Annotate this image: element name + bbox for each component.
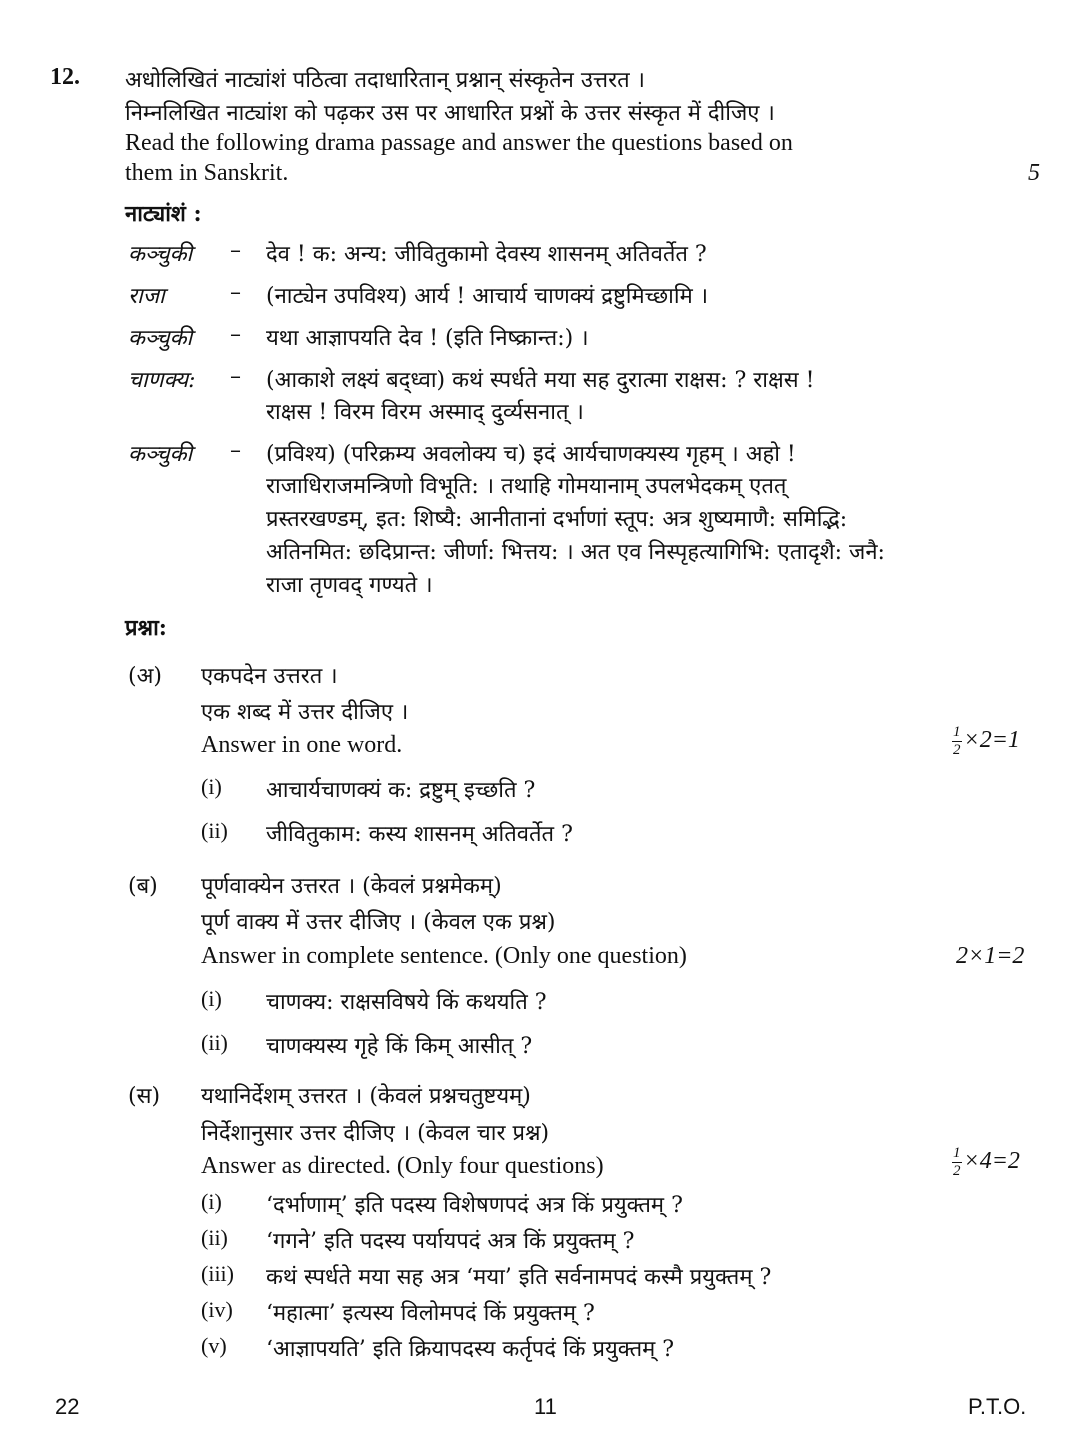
dash: – [230, 280, 241, 305]
question-item: ‘महात्मा’ इत्यस्य विलोमपदं किं प्रयुक्तम् ? [266, 1301, 595, 1326]
page-number: 11 [534, 1394, 557, 1419]
question-marks: 5 [1028, 160, 1040, 186]
part-label: (स) [128, 1084, 161, 1109]
question-number: 12. [50, 64, 80, 90]
part-instruction-hindi: पूर्ण वाक्य में उत्तर दीजिए । (केवल एक प्रश्न) [201, 910, 556, 935]
instruction-hindi: निम्नलिखित नाट्यांश को पढ़कर उस पर आधारित प्रश्नों के उत्तर संस्कृत में दीजिए । [125, 101, 775, 126]
part-marks: 2×1=2 [956, 943, 1025, 969]
part-instruction-hindi: एक शब्द में उत्तर दीजिए । [201, 700, 409, 725]
question-item: चाणक्य: राक्षसविषये किं कथयति ? [266, 990, 547, 1015]
part-instruction-english: Answer in one word. [201, 732, 403, 758]
speaker-kanchuki: कञ्चुकी [128, 242, 193, 267]
part-instruction-sanskrit: यथानिर्देशम् उत्तरत । (केवलं प्रश्नचतुष्टयम्) [201, 1084, 531, 1109]
question-item: ‘दर्भाणाम्’ इति पदस्य विशेषणपदं अत्र किं प्रयुक्तम् ? [266, 1193, 683, 1218]
item-number: (ii) [201, 1030, 228, 1055]
item-number: (i) [201, 774, 222, 799]
item-number: (v) [201, 1333, 227, 1358]
question-item: कथं स्पर्धते मया सह अत्र ‘मया’ इति सर्वनामपदं कस्मै प्रयुक्तम् ? [266, 1265, 772, 1290]
speaker-chanakya: चाणक्य: [128, 368, 196, 393]
dialogue-line: यथा आज्ञापयति देव ! (इति निष्क्रान्त:) । [266, 326, 589, 351]
dash: – [230, 238, 241, 263]
speaker-kanchuki: कञ्चुकी [128, 442, 193, 467]
instruction-english-line1: Read the following drama passage and answer the questions based on [125, 130, 793, 156]
speaker-kanchuki: कञ्चुकी [128, 326, 193, 351]
question-item: ‘आज्ञापयति’ इति क्रियापदस्य कर्तृपदं किं प्रयुक्तम् ? [266, 1337, 675, 1362]
question-item: चाणक्यस्य गृहे किं किम् आसीत् ? [266, 1034, 533, 1059]
dialogue-line: (आकाशे लक्ष्यं बद्ध्वा) कथं स्पर्धते मया सह दुरात्मा राक्षस: ? राक्षस ! [266, 368, 815, 393]
item-number: (iv) [201, 1297, 233, 1322]
part-label: (अ) [128, 664, 162, 689]
question-item: जीवितुकाम: कस्य शासनम् अतिवर्तेत ? [266, 822, 573, 847]
dialogue-line: राजा तृणवद् गण्यते । [266, 573, 433, 598]
dash: – [230, 364, 241, 389]
part-marks: $\frac{1}{2}$ ×4=2 [953, 1145, 1020, 1179]
dialogue-line: देव ! क: अन्य: जीवितुकामो देवस्य शासनम् अतिवर्तेत ? [266, 242, 707, 267]
part-instruction-english: Answer in complete sentence. (Only one question) [201, 943, 687, 969]
item-number: (i) [201, 986, 222, 1011]
part-instruction-hindi: निर्देशानुसार उत्तर दीजिए । (केवल चार प्रश्न) [201, 1121, 550, 1146]
dialogue-line: अतिनमित: छदिप्रान्त: जीर्णा: भित्तय: । अत एव निस्पृहत्यागिभि: एतादृशै: जनै: [266, 540, 885, 565]
dash: – [230, 438, 241, 463]
part-instruction-sanskrit: एकपदेन उत्तरत । [201, 664, 338, 689]
pto-label: P.T.O. [968, 1394, 1027, 1419]
instruction-sanskrit: अधोलिखितं नाट्यांशं पठित्वा तदाधारितान् प्रश्नान् संस्कृतेन उत्तरत । [125, 68, 645, 93]
dialogue-line: (प्रविश्य) (परिक्रम्य अवलोक्य च) इदं आर्यचाणक्यस्य गृहम् । अहो ! [266, 442, 796, 467]
item-number: (ii) [201, 818, 228, 843]
item-number: (iii) [201, 1261, 234, 1286]
passage-heading: नाट्यांशं : [125, 201, 202, 227]
instruction-english-line2: them in Sanskrit. [125, 160, 289, 186]
part-label: (ब) [128, 874, 158, 899]
dialogue-line: (नाट्येन उपविश्य) आर्य ! आचार्य चाणक्यं द्रष्टुमिच्छामि । [266, 284, 709, 309]
dialogue-line: राजाधिराजमन्त्रिणो विभूति: । तथाहि गोमयानाम् उपलभेदकम् एतत् [266, 474, 787, 499]
item-number: (ii) [201, 1225, 228, 1250]
footer-code: 22 [55, 1394, 80, 1419]
question-item: आचार्यचाणक्यं क: द्रष्टुम् इच्छति ? [266, 778, 536, 803]
item-number: (i) [201, 1189, 222, 1214]
questions-heading: प्रश्ना: [125, 615, 167, 641]
part-instruction-sanskrit: पूर्णवाक्येन उत्तरत । (केवलं प्रश्नमेकम्) [201, 874, 502, 899]
speaker-raja: राजा [128, 284, 165, 309]
part-instruction-english: Answer as directed. (Only four questions) [201, 1153, 604, 1179]
dialogue-line: राक्षस ! विरम विरम अस्माद् दुर्व्यसनात् । [266, 400, 584, 425]
dialogue-line: प्रस्तरखण्डम्, इत: शिष्यै: आनीतानां दर्भाणां स्तूप: अत्र शुष्यमाणै: समिद्भि: [266, 507, 848, 532]
question-item: ‘गगने’ इति पदस्य पर्यायपदं अत्र किं प्रयुक्तम् ? [266, 1229, 635, 1254]
part-marks: $\frac{1}{2}$ ×2=1 [953, 724, 1020, 758]
dash: – [230, 322, 241, 347]
